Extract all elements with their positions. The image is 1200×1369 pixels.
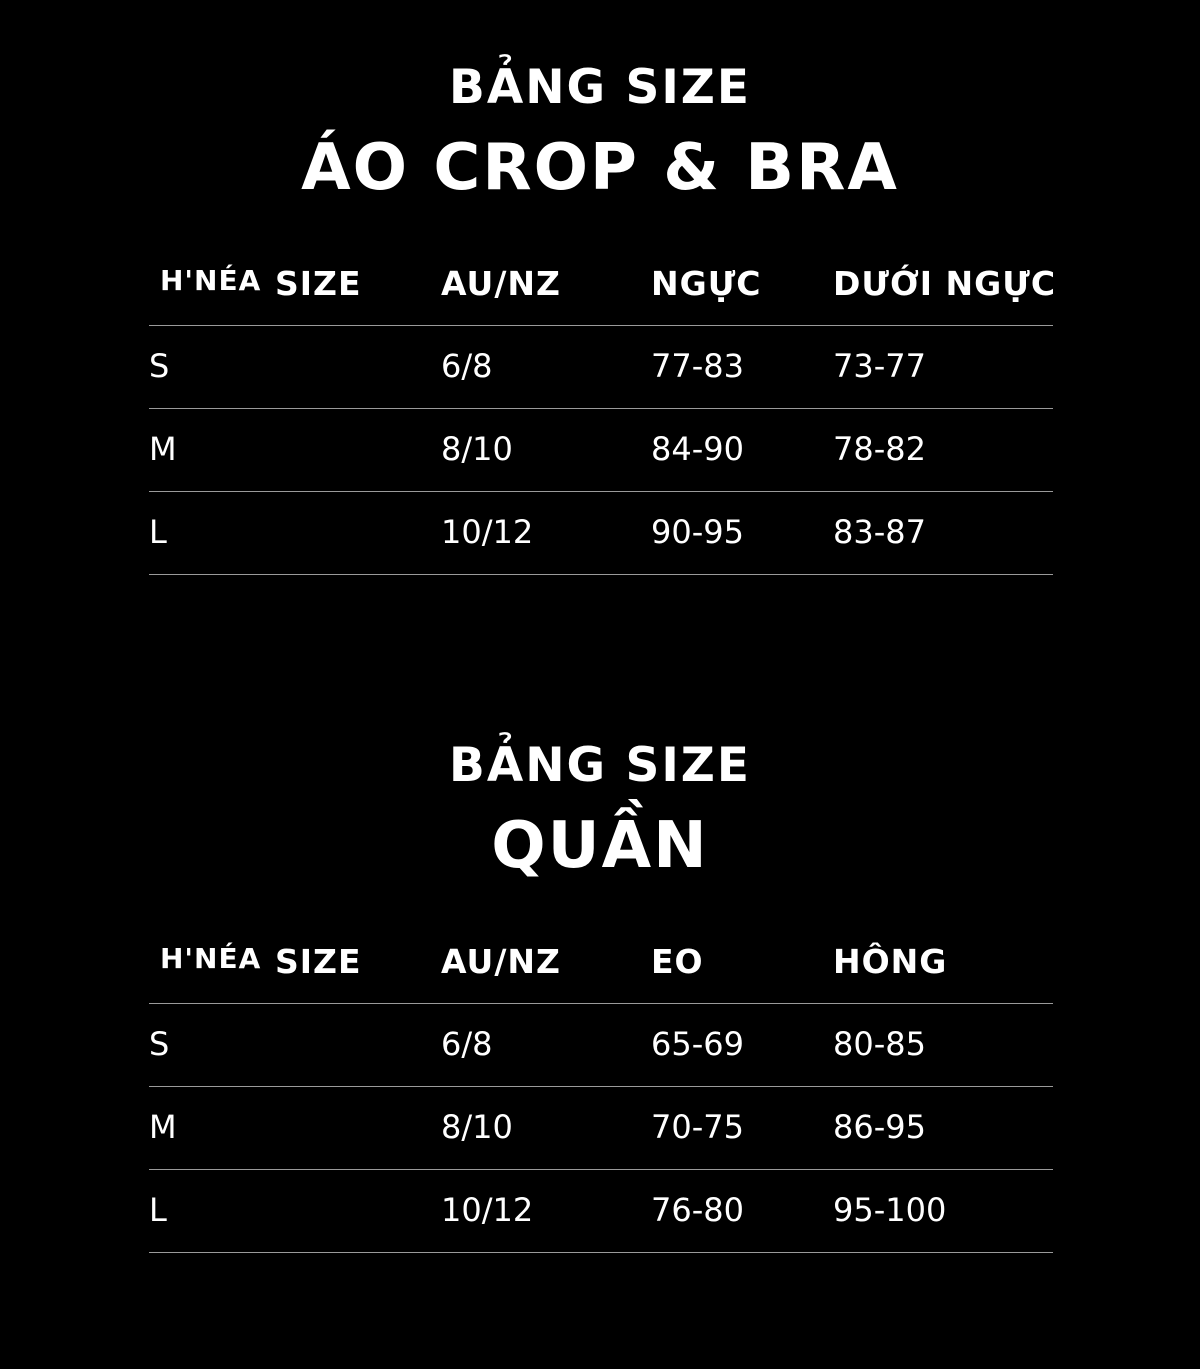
column-header-au-nz: AU/NZ [441, 264, 561, 303]
brand-label: H'NÉA [160, 264, 262, 297]
size-cell: M [149, 1108, 177, 1146]
table-header-row [149, 928, 1053, 1004]
waist-cell: 65-69 [651, 1025, 744, 1063]
column-header-hip: HÔNG [833, 942, 948, 981]
size-cell: L [149, 513, 167, 551]
au-nz-cell: 10/12 [441, 513, 534, 551]
underbust-cell: 83-87 [833, 513, 926, 551]
table-header-row [149, 250, 1057, 326]
table-row [149, 492, 1053, 575]
size-chart-heading: BẢNG SIZE [449, 60, 751, 115]
underbust-cell: 73-77 [833, 347, 926, 385]
product-category-title: QUẦN [491, 809, 709, 883]
size-chart-heading: BẢNG SIZE [449, 738, 751, 793]
table-row [149, 326, 1053, 409]
column-header-underbust: DƯỚI NGỰC [833, 264, 1057, 303]
au-nz-cell: 10/12 [441, 1191, 534, 1229]
size-cell: S [149, 347, 170, 385]
crop-bra-size-table [149, 250, 1057, 575]
au-nz-cell: 8/10 [441, 430, 513, 468]
au-nz-cell: 8/10 [441, 1108, 513, 1146]
size-cell: L [149, 1191, 167, 1229]
hip-cell: 86-95 [833, 1108, 926, 1146]
table-row [149, 409, 1053, 492]
brand-label: H'NÉA [160, 942, 262, 975]
pants-size-table [149, 928, 1053, 1253]
column-header-au-nz: AU/NZ [441, 942, 561, 981]
size-cell: M [149, 430, 177, 468]
bust-cell: 84-90 [651, 430, 744, 468]
column-header-size: SIZE [275, 942, 362, 981]
au-nz-cell: 6/8 [441, 347, 493, 385]
bust-cell: 77-83 [651, 347, 744, 385]
waist-cell: 76-80 [651, 1191, 744, 1229]
hip-cell: 80-85 [833, 1025, 926, 1063]
table-row [149, 1004, 1053, 1087]
table-row [149, 1087, 1053, 1170]
product-category-title: ÁO CROP & BRA [301, 131, 899, 205]
bust-cell: 90-95 [651, 513, 744, 551]
column-header-bust: NGỰC [651, 264, 762, 303]
underbust-cell: 78-82 [833, 430, 926, 468]
hip-cell: 95-100 [833, 1191, 947, 1229]
size-cell: S [149, 1025, 170, 1063]
table-row [149, 1170, 1053, 1253]
column-header-waist: EO [651, 942, 704, 981]
column-header-size: SIZE [275, 264, 362, 303]
au-nz-cell: 6/8 [441, 1025, 493, 1063]
waist-cell: 70-75 [651, 1108, 744, 1146]
